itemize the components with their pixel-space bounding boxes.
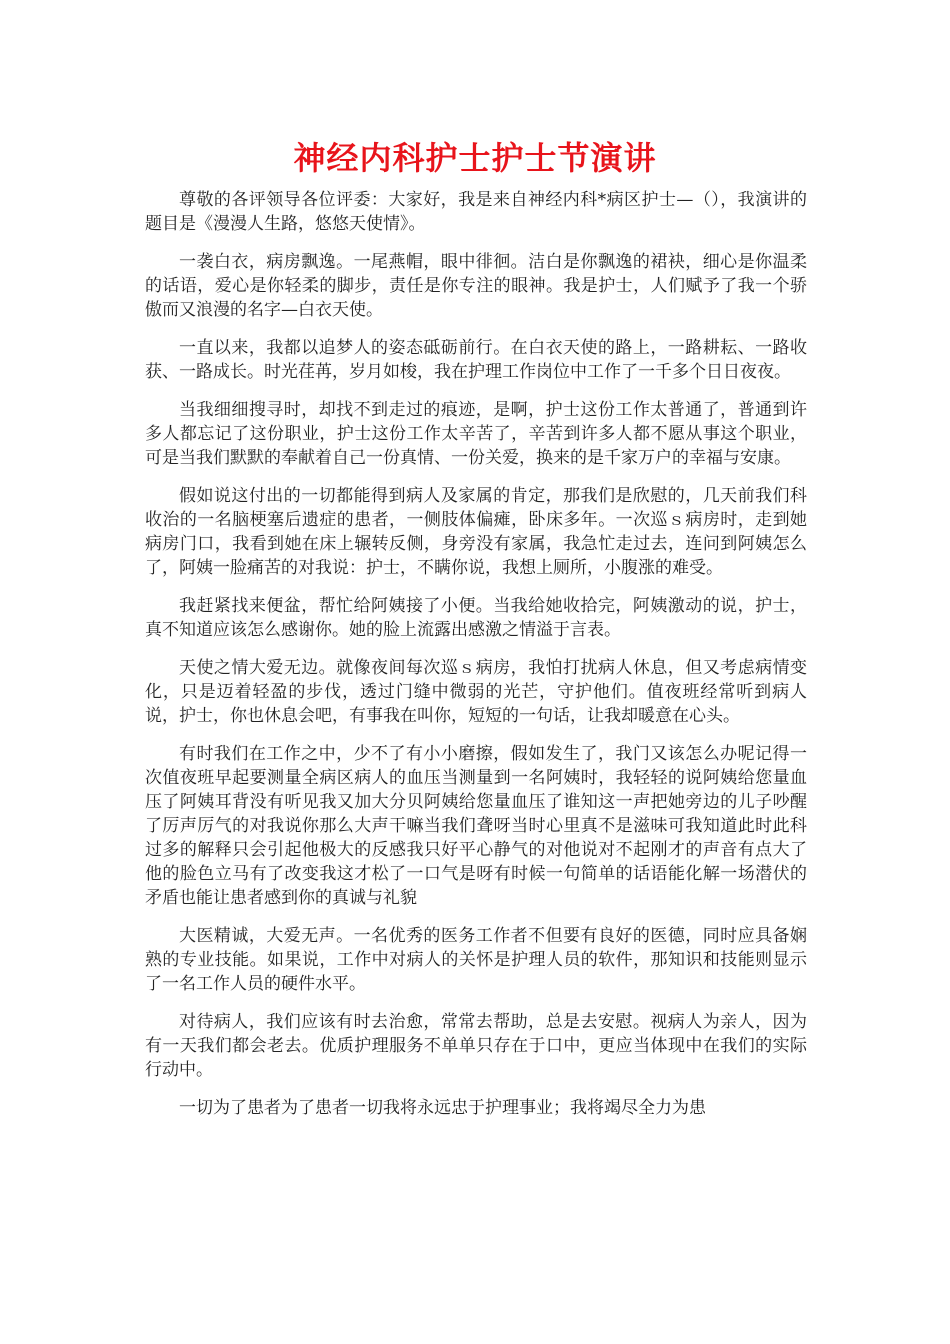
paragraph-7: 天使之情大爱无边。就像夜间每次巡ｓ病房，我怕打扰病人休息，但又考虑病情变化，只是迈着轻盈的步伐，透过门缝中微弱的光芒，守护他们。值夜班经常听到病人说，护士，你也休息会吧，有事我在叫你，短短的一句话，让我却暖意在心头。 <box>145 658 807 726</box>
paragraph-4: 当我细细搜寻时，却找不到走过的痕迹，是啊，护士这份工作太普通了，普通到许多人都忘记了这份职业，护士这份工作太辛苦了，辛苦到许多人都不愿从事这个职业，可是当我们默默的奉献着自己一份真情、一份关爱，换来的是千家万户的幸福与安康。 <box>145 400 807 468</box>
paragraph-5: 假如说这付出的一切都能得到病人及家属的肯定，那我们是欣慰的，几天前我们科收治的一名脑梗塞后遗症的患者，一侧肢体偏瘫，卧床多年。一次巡ｓ病房时，走到她病房门口，我看到她在床上辗转反侧，身旁没有家属，我急忙走过去，连问到阿姨怎么了，阿姨一脸痛苦的对我说：护士，不瞒你说，我想上厕所，小腹涨的难受。 <box>145 486 807 578</box>
document-body <box>145 188 807 1134</box>
paragraph-2: 一袭白衣，病房飘逸。一尾燕帽，眼中徘徊。洁白是你飘逸的裙袂，细心是你温柔的话语，爱心是你轻柔的脚步，责任是你专注的眼神。我是护士，人们赋予了我一个骄傲而又浪漫的名字—白衣天使。 <box>145 252 807 320</box>
paragraph-3: 一直以来，我都以追梦人的姿态砥砺前行。在白衣天使的路上，一路耕耘、一路收获、一路成长。时光荏苒，岁月如梭，我在护理工作岗位中工作了一千多个日日夜夜。 <box>145 338 807 382</box>
document-title: 神经内科护士护士节演讲 <box>293 139 657 177</box>
paragraph-6: 我赶紧找来便盆，帮忙给阿姨接了小便。当我给她收拾完，阿姨激动的说，护士，真不知道应该怎么感谢你。她的脸上流露出感激之情溢于言表。 <box>145 596 807 640</box>
paragraph-11: 一切为了患者为了患者一切我将永远忠于护理事业；我将竭尽全力为患 <box>179 1098 706 1118</box>
paragraph-10: 对待病人，我们应该有时去治愈，常常去帮助，总是去安慰。视病人为亲人，因为有一天我们都会老去。优质护理服务不单单只存在于口中，更应当体现中在我们的实际行动中。 <box>145 1012 807 1080</box>
paragraph-8: 有时我们在工作之中，少不了有小小磨擦，假如发生了，我门又该怎么办呢记得一次值夜班早起要测量全病区病人的血压当测量到一名阿姨时，我轻轻的说阿姨给您量血压了阿姨耳背没有听见我又加大分贝阿姨给您量血压了谁知这一声把她旁边的儿子吵醒了厉声厉气的对我说你那么大声干嘛当我们聋呀当时心里真不是滋味可我知道此时此科过多的解释只会引起他极大的反感我只好平心静气的对他说对不起刚才的声音有点大了他的脸色立马有了改变我这才松了一口气是呀有时候一句简单的话语能化解一场潜伏的矛盾也能让患者感到你的真诚与礼貌 <box>145 744 807 908</box>
paragraph-1: 尊敬的各评领导各位评委：大家好，我是来自神经内科*病区护士—（），我演讲的题目是《漫漫人生路，悠悠天使情》。 <box>145 190 807 234</box>
paragraph-9: 大医精诚，大爱无声。一名优秀的医务工作者不但要有良好的医德，同时应具备娴熟的专业技能。如果说，工作中对病人的关怀是护理人员的软件，那知识和技能则显示了一名工作人员的硬件水平。 <box>145 926 807 994</box>
